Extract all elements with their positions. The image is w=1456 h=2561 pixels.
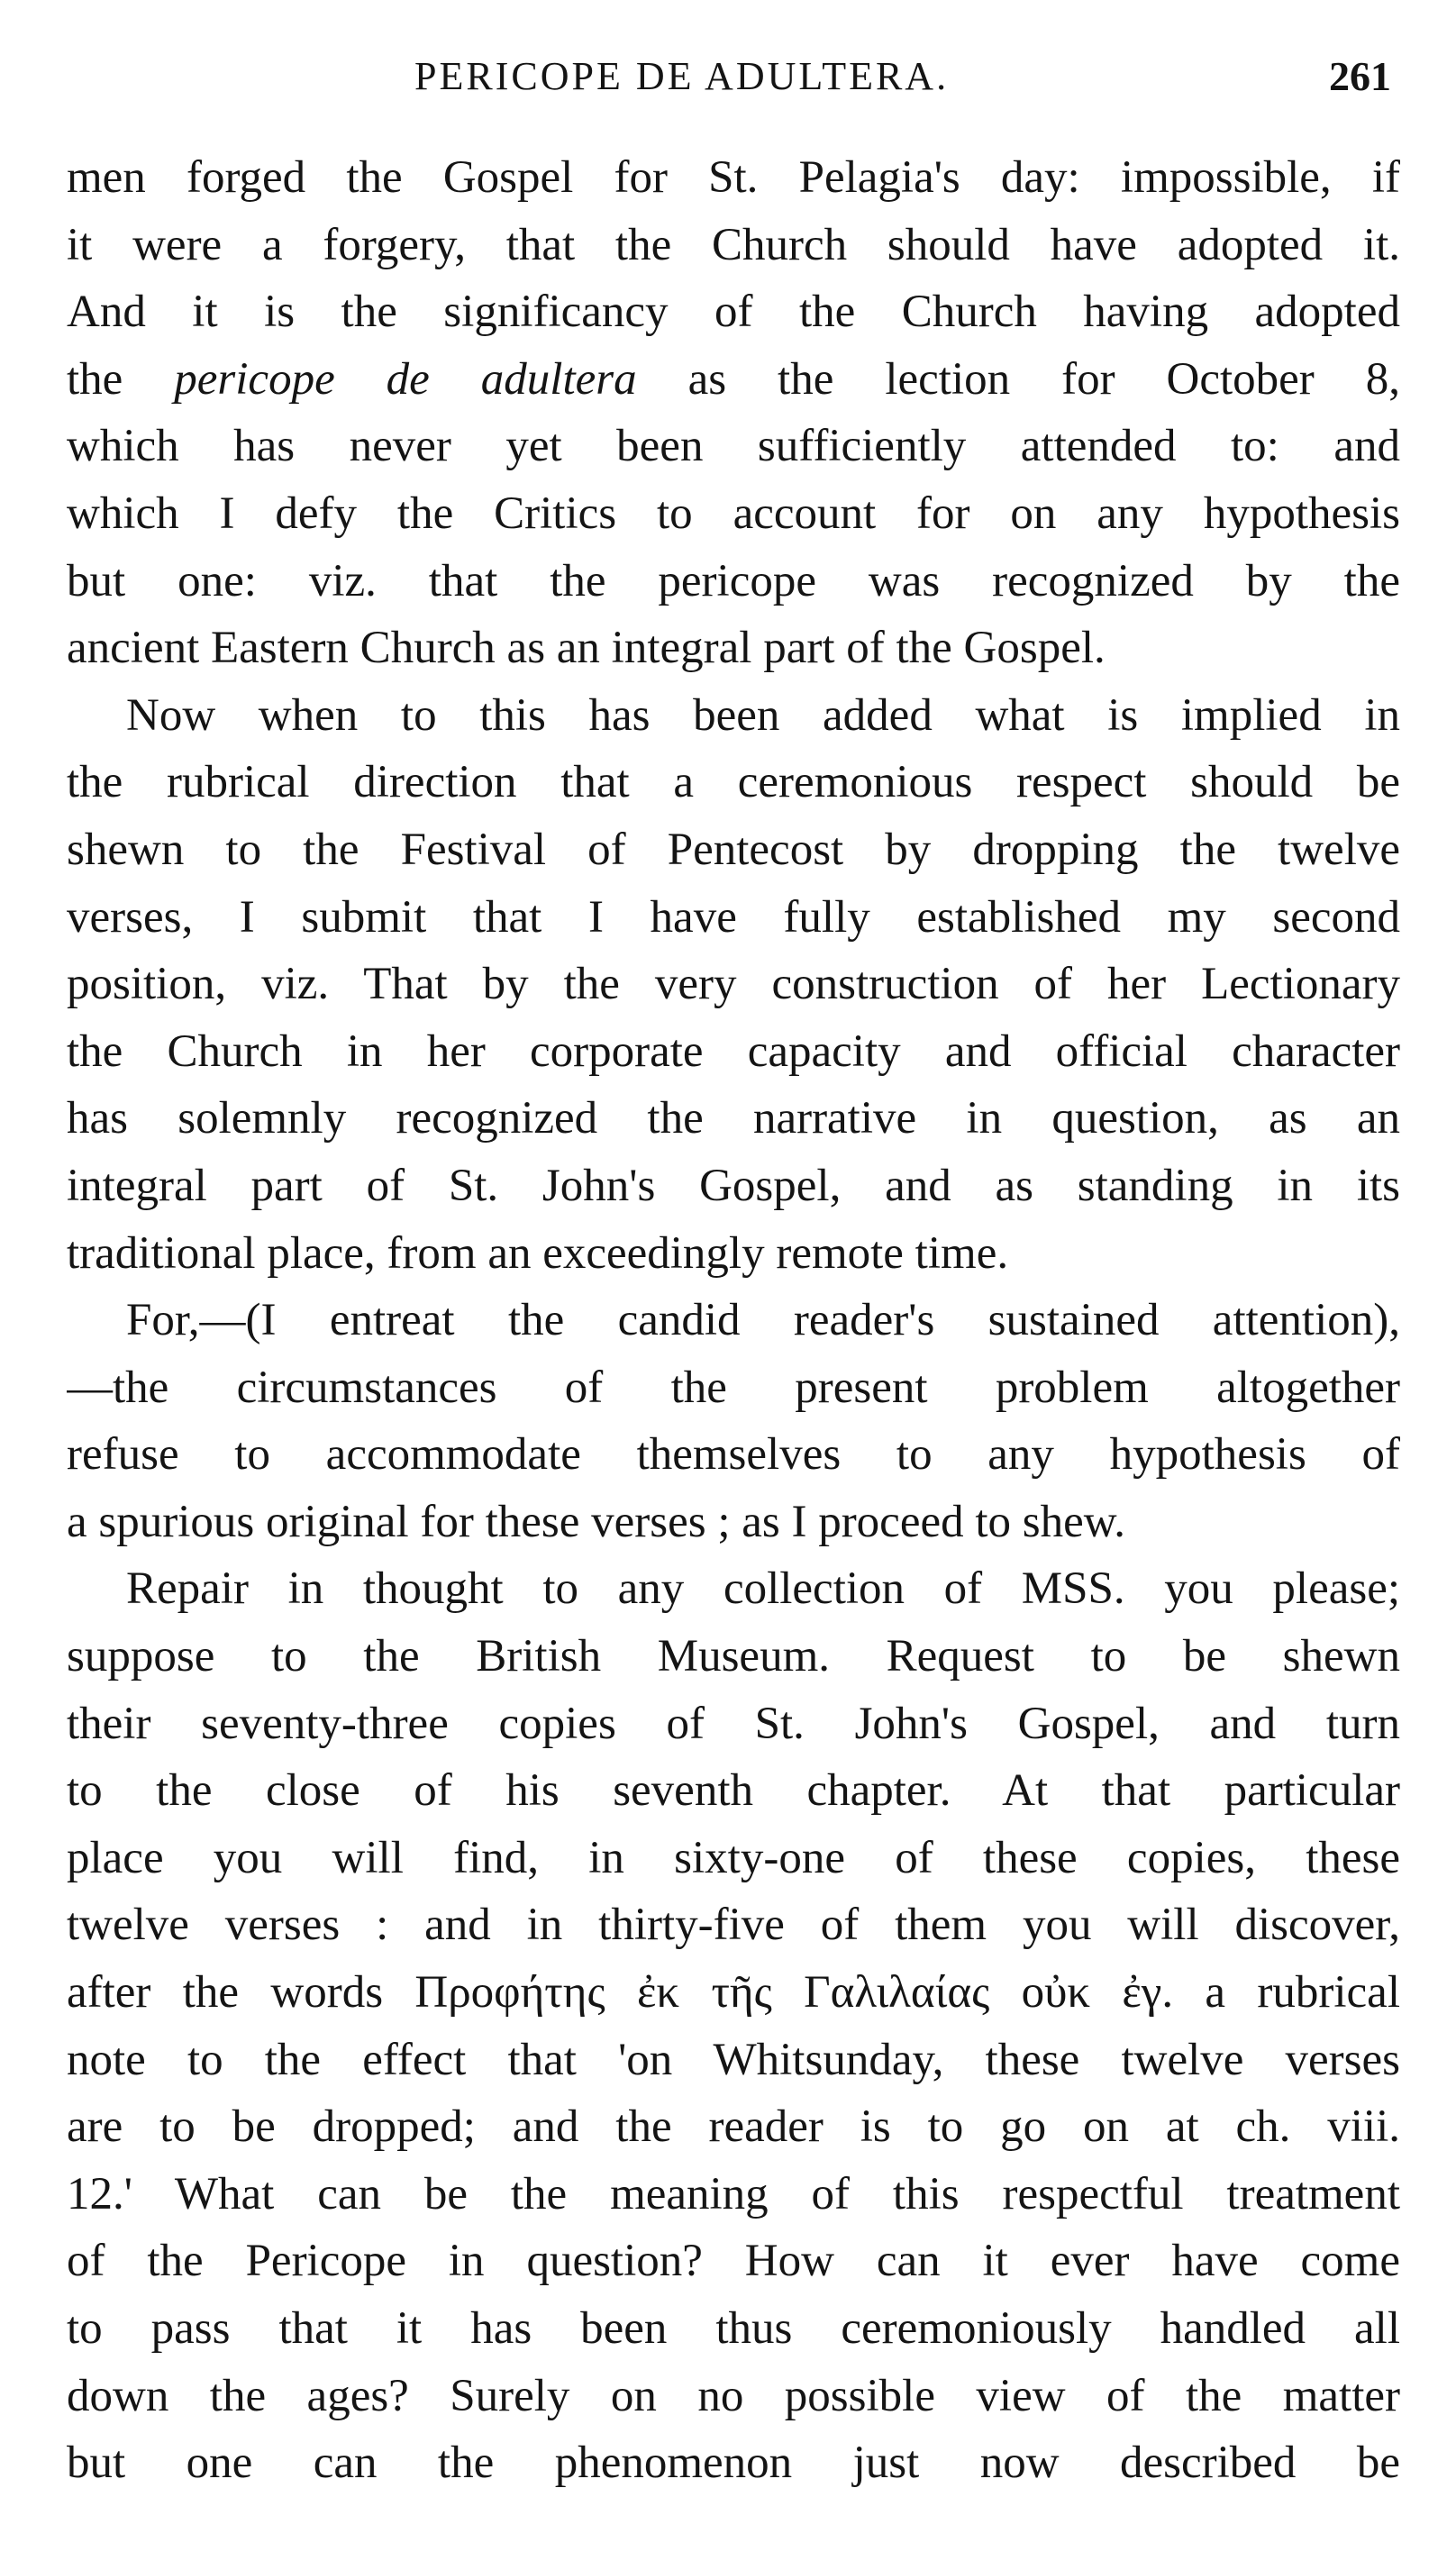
text-line: integral part of St. John's Gospel, and as standing in its	[67, 1160, 1400, 1211]
text-line: the rubrical direction that a ceremonious respect should be	[67, 757, 1400, 808]
text-line: their seventy-three copies of St. John's Gospel, and turn	[67, 1698, 1400, 1749]
text-line: men forged the Gospel for St. Pelagia's day: impossible, if	[67, 152, 1400, 203]
text-line: are to be dropped; and the reader is to go on at ch. viii.	[67, 2101, 1400, 2153]
page-number: 261	[1329, 53, 1391, 99]
text-line: refuse to accommodate themselves to any hypothesis of	[67, 1429, 1400, 1481]
text-line: down the ages? Surely on no possible view of the matter	[67, 2370, 1400, 2421]
body-text	[67, 144, 1400, 2497]
text-line: a spurious original for these verses ; as I proceed to shew.	[67, 1496, 1126, 1547]
text-line: which I defy the Critics to account for on any hypothesis	[67, 488, 1400, 539]
running-title: PERICOPE DE ADULTERA.	[414, 54, 950, 98]
text-line: place you will find, in sixty-one of these copies, these	[67, 1832, 1400, 1883]
text-line: but one: viz. that the pericope was recognized by the	[67, 555, 1400, 606]
text-line: which has never yet been sufficiently attended to: and	[67, 421, 1400, 472]
text-line: of the Pericope in question? How can it ever have come	[67, 2236, 1400, 2287]
text-line	[67, 346, 1400, 414]
text-line: after the words Προφήτης ἐκ τῆς Γαλιλαίας οὐκ ἐγ. a rubrical	[67, 1967, 1400, 2019]
text-line: has solemnly recognized the narrative in question, as an	[67, 1093, 1400, 1144]
page-header	[0, 45, 1456, 108]
text-line: And it is the significancy of the Church having adopted	[67, 287, 1400, 338]
text-line: —the circumstances of the present problem altogether	[67, 1362, 1400, 1413]
text-segment: the	[67, 353, 175, 405]
text-segment: as the lection for October 8,	[636, 353, 1400, 405]
text-line: suppose to the British Museum. Request to be shewn	[67, 1631, 1400, 1682]
text-line: Now when to this has been added what is implied in	[126, 689, 1400, 741]
italic-term: pericope de adultera	[174, 353, 637, 405]
text-line: For,—(I entreat the candid reader's sustained attention),	[126, 1295, 1400, 1346]
text-line: to the close of his seventh chapter. At that particular	[67, 1765, 1400, 1817]
text-line: to pass that it has been thus ceremoniously handled all	[67, 2303, 1400, 2354]
text-line: 12.' What can be the meaning of this respectful treatment	[67, 2168, 1400, 2219]
text-line: note to the effect that 'on Whitsunday, these twelve verses	[67, 2034, 1400, 2085]
text-line: it were a forgery, that the Church should have adopted it.	[67, 219, 1400, 270]
text-line: Repair in thought to any collection of MSS. you please;	[126, 1563, 1400, 1615]
text-line: the Church in her corporate capacity and official character	[67, 1025, 1400, 1077]
text-line: shewn to the Festival of Pentecost by dropping the twelve	[67, 824, 1400, 875]
text-line: position, viz. That by the very construction of her Lectionary	[67, 959, 1400, 1010]
text-line: traditional place, from an exceedingly remote time.	[67, 1227, 1009, 1279]
text-line: twelve verses : and in thirty-five of them you will discover,	[67, 1900, 1400, 1951]
text-line: ancient Eastern Church as an integral part of the Gospel.	[67, 623, 1106, 674]
text-line: verses, I submit that I have fully established my second	[67, 891, 1400, 943]
text-line: but one can the phenomenon just now described be	[67, 2438, 1400, 2489]
